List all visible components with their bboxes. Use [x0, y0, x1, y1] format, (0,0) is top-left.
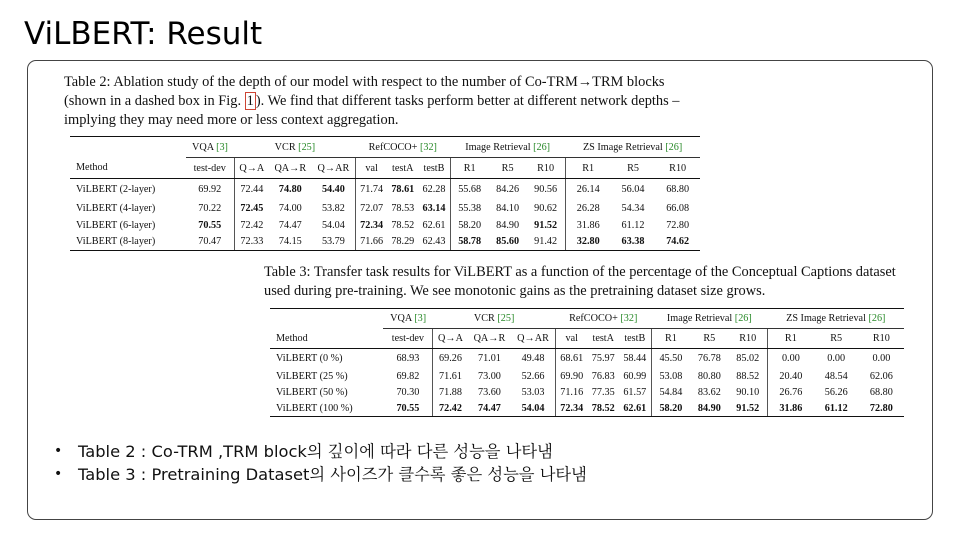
- group-name: ZS Image Retrieval: [582, 141, 663, 153]
- group-header: [651, 309, 767, 329]
- value-cell: 63.38: [611, 234, 656, 251]
- value-cell: 0.00: [781, 353, 800, 365]
- value-cell: 54.34: [621, 202, 645, 214]
- value-cell: 69.92: [186, 179, 235, 200]
- value-cell: 68.93: [383, 349, 432, 369]
- column-header: testA: [387, 158, 418, 179]
- method-cell: ViLBERT (50 %): [276, 387, 348, 398]
- value-cell: 72.44: [240, 183, 264, 195]
- column-header: testA: [588, 329, 619, 349]
- citation-link[interactable]: [26]: [533, 141, 551, 153]
- value-cell: 74.47: [468, 401, 512, 417]
- group-header: [565, 137, 700, 158]
- value-cell: 62.61: [619, 401, 651, 417]
- citation-link[interactable]: [26]: [734, 313, 752, 324]
- group-name: RefCOCO+: [569, 313, 618, 324]
- value-cell: 52.66: [511, 369, 555, 385]
- value-cell: 68.80: [666, 183, 690, 195]
- value-cell: 70.55: [383, 401, 432, 417]
- value-cell: 62.61: [418, 217, 450, 234]
- method-cell: ViLBERT (2-layer): [76, 183, 156, 195]
- value-cell: 90.62: [527, 200, 566, 217]
- value-cell: 72.42: [433, 401, 468, 417]
- value-cell: 20.40: [779, 371, 803, 382]
- group-header: [433, 309, 556, 329]
- value-cell: 71.66: [355, 234, 387, 251]
- value-cell: 84.26: [496, 183, 520, 195]
- column-header: R1: [450, 158, 489, 179]
- citation-link[interactable]: [25]: [497, 313, 515, 324]
- column-header: R1: [768, 329, 814, 349]
- value-cell: 83.62: [697, 387, 721, 398]
- value-cell: 31.86: [768, 401, 814, 417]
- citation-link[interactable]: [25]: [298, 141, 316, 153]
- value-cell: 84.10: [496, 202, 520, 214]
- citation-link[interactable]: [26]: [868, 313, 886, 324]
- method-cell: ViLBERT (100 %): [270, 401, 383, 417]
- column-header: testB: [418, 158, 450, 179]
- value-cell: 71.01: [477, 353, 501, 365]
- column-header: R5: [489, 158, 527, 179]
- value-cell: 66.08: [666, 202, 690, 214]
- value-cell: 88.52: [728, 369, 767, 385]
- value-cell: 0.00: [827, 353, 846, 365]
- group-name: Image Retrieval: [465, 141, 531, 153]
- table-row: [270, 369, 904, 385]
- value-cell: 91.52: [728, 401, 767, 417]
- value-cell: 61.57: [619, 385, 651, 401]
- value-cell: 74.80: [278, 183, 302, 195]
- value-cell: 78.52: [588, 401, 619, 417]
- table-row: [70, 217, 700, 234]
- bullet-list: [52, 440, 587, 486]
- value-cell: 58.44: [619, 349, 651, 369]
- method-cell: ViLBERT (0 %): [276, 353, 343, 365]
- group-name: VCR: [274, 141, 296, 153]
- value-cell: 54.40: [312, 179, 356, 200]
- value-cell: 72.07: [360, 202, 384, 214]
- value-cell: 72.33: [234, 234, 268, 251]
- value-cell: 71.61: [439, 371, 462, 382]
- table2: [70, 136, 700, 251]
- value-cell: 78.52: [391, 219, 415, 231]
- value-cell: 69.26: [439, 353, 462, 365]
- value-cell: 70.22: [186, 200, 235, 217]
- citation-link[interactable]: [3]: [414, 313, 427, 324]
- column-header: R10: [655, 158, 700, 179]
- column-header: R10: [859, 329, 904, 349]
- value-cell: 84.90: [690, 401, 728, 417]
- value-cell: 73.00: [477, 371, 501, 382]
- column-header: R5: [611, 158, 656, 179]
- column-header: R5: [690, 329, 728, 349]
- group-header: [555, 309, 651, 329]
- group-name: VCR: [473, 313, 495, 324]
- value-cell: 58.20: [651, 401, 690, 417]
- table3: [270, 308, 904, 417]
- value-cell: 61.12: [621, 219, 645, 231]
- value-cell: 91.42: [527, 234, 566, 251]
- value-cell: 91.52: [527, 217, 566, 234]
- group-name: VQA: [192, 141, 214, 153]
- value-cell: 56.26: [824, 387, 848, 398]
- column-header: R10: [728, 329, 767, 349]
- value-cell: 63.14: [418, 200, 450, 217]
- value-cell: 71.16: [560, 387, 584, 398]
- column-header: R5: [814, 329, 859, 349]
- table-row: [270, 401, 904, 417]
- value-cell: 54.04: [312, 217, 356, 234]
- value-cell: 58.78: [450, 234, 489, 251]
- column-header: val: [355, 158, 387, 179]
- value-cell: 0.00: [872, 353, 891, 365]
- value-cell: 72.45: [240, 202, 264, 214]
- value-cell: 55.68: [458, 183, 482, 195]
- value-cell: 70.30: [383, 385, 432, 401]
- group-header: [186, 137, 235, 158]
- value-cell: 53.03: [511, 385, 555, 401]
- column-header: QA→R: [468, 329, 512, 349]
- table-row: [270, 349, 904, 369]
- column-header: test-dev: [383, 329, 432, 349]
- table2-caption-pre: Table 2: Ablation study of the depth of our model with respect to the number of Co-TRM→TRM blocks (shown in a dashed box in Fig.: [64, 74, 665, 109]
- value-cell: 74.00: [278, 202, 302, 214]
- table3-caption: Table 3: Transfer task results for ViLBERT as a function of the percentage of the Conceptual Captions dataset used during pre-training. We see monotonic gains as the pretraining dataset size grows.: [264, 264, 896, 299]
- value-cell: 73.60: [477, 387, 501, 398]
- value-cell: 75.97: [591, 353, 615, 365]
- citation-link[interactable]: [26]: [665, 141, 683, 153]
- method-header: Method: [270, 329, 383, 349]
- value-cell: 72.42: [240, 219, 264, 231]
- value-cell: 56.04: [621, 183, 645, 195]
- value-cell: 32.80: [565, 234, 611, 251]
- value-cell: 60.99: [619, 369, 651, 385]
- value-cell: 72.34: [360, 219, 384, 231]
- column-header: testB: [619, 329, 651, 349]
- value-cell: 55.38: [458, 202, 482, 214]
- bullet-item: • Table 3 : Pretraining Dataset의 사이즈가 클수록 좋은 성능을 나타냄: [52, 463, 587, 486]
- value-cell: 62.28: [418, 179, 450, 200]
- column-header: Q→A: [433, 329, 468, 349]
- value-cell: 54.04: [511, 401, 555, 417]
- value-cell: 72.34: [555, 401, 587, 417]
- value-cell: 26.76: [779, 387, 803, 398]
- group-name: Image Retrieval: [666, 313, 733, 324]
- value-cell: 31.86: [576, 219, 600, 231]
- table2-caption-post: ). We find that different tasks perform better at different network depths – implying they may need more or less context aggregation.: [64, 93, 680, 128]
- value-cell: 61.12: [814, 401, 859, 417]
- value-cell: 26.14: [576, 183, 600, 195]
- table-row: [70, 200, 700, 217]
- group-name: ZS Image Retrieval: [786, 313, 866, 324]
- value-cell: 48.54: [824, 371, 848, 382]
- value-cell: 74.62: [655, 234, 700, 251]
- value-cell: 74.15: [269, 234, 312, 251]
- bullet-item: • Table 2 : Co-TRM ,TRM block의 깊이에 따라 다른 성능을 나타냄: [52, 440, 587, 463]
- method-cell: ViLBERT (8-layer): [70, 234, 186, 251]
- method-cell: ViLBERT (6-layer): [76, 219, 156, 231]
- method-cell: ViLBERT (4-layer): [76, 202, 156, 214]
- group-header: [768, 309, 904, 329]
- group-name: RefCOCO+: [368, 141, 418, 153]
- value-cell: 49.48: [511, 349, 555, 369]
- method-cell: ViLBERT (25 %): [276, 371, 348, 382]
- table-row: [270, 385, 904, 401]
- value-cell: 62.06: [869, 371, 893, 382]
- value-cell: 74.47: [278, 219, 302, 231]
- table2-caption: [64, 73, 704, 130]
- group-header: [234, 137, 355, 158]
- value-cell: 53.82: [312, 200, 356, 217]
- value-cell: 90.56: [527, 179, 566, 200]
- group-header: [383, 309, 432, 329]
- column-header: R1: [651, 329, 690, 349]
- value-cell: 71.88: [439, 387, 462, 398]
- value-cell: 85.02: [728, 349, 767, 369]
- value-cell: 54.84: [659, 387, 683, 398]
- group-header: [355, 137, 450, 158]
- value-cell: 78.53: [391, 202, 415, 214]
- value-cell: 72.80: [859, 401, 904, 417]
- table-row: [70, 234, 700, 251]
- citation-link[interactable]: [32]: [620, 313, 638, 324]
- value-cell: 62.43: [418, 234, 450, 251]
- value-cell: 90.10: [728, 385, 767, 401]
- column-header: test-dev: [186, 158, 235, 179]
- value-cell: 69.82: [383, 369, 432, 385]
- value-cell: 70.55: [186, 217, 235, 234]
- value-cell: 80.80: [697, 371, 721, 382]
- value-cell: 68.61: [560, 353, 584, 365]
- value-cell: 76.83: [591, 371, 615, 382]
- value-cell: 72.80: [666, 219, 690, 231]
- table-row: [70, 179, 700, 200]
- citation-link[interactable]: [32]: [419, 141, 437, 153]
- value-cell: 68.80: [869, 387, 893, 398]
- value-cell: 71.74: [360, 183, 384, 195]
- value-cell: 70.47: [186, 234, 235, 251]
- value-cell: 26.28: [576, 202, 600, 214]
- value-cell: 53.79: [312, 234, 356, 251]
- value-cell: 69.90: [560, 371, 584, 382]
- value-cell: 53.08: [659, 371, 683, 382]
- value-cell: 78.61: [391, 183, 415, 195]
- value-cell: 45.50: [659, 353, 683, 365]
- group-name: VQA: [390, 313, 412, 324]
- column-header: R1: [565, 158, 611, 179]
- column-header: val: [555, 329, 587, 349]
- column-header: R10: [527, 158, 566, 179]
- column-header: Q→AR: [511, 329, 555, 349]
- value-cell: 58.20: [458, 219, 482, 231]
- group-header: [450, 137, 565, 158]
- column-header: Q→A: [234, 158, 268, 179]
- value-cell: 84.90: [496, 219, 520, 231]
- value-cell: 85.60: [489, 234, 527, 251]
- column-header: QA→R: [269, 158, 312, 179]
- slide-title: ViLBERT: Result: [24, 16, 263, 52]
- citation-link[interactable]: [3]: [216, 141, 228, 153]
- column-header: Q→AR: [312, 158, 356, 179]
- method-header: Method: [70, 158, 186, 179]
- value-cell: 78.29: [387, 234, 418, 251]
- value-cell: 76.78: [697, 353, 721, 365]
- value-cell: 77.35: [591, 387, 615, 398]
- figure-ref-link[interactable]: 1: [246, 93, 254, 109]
